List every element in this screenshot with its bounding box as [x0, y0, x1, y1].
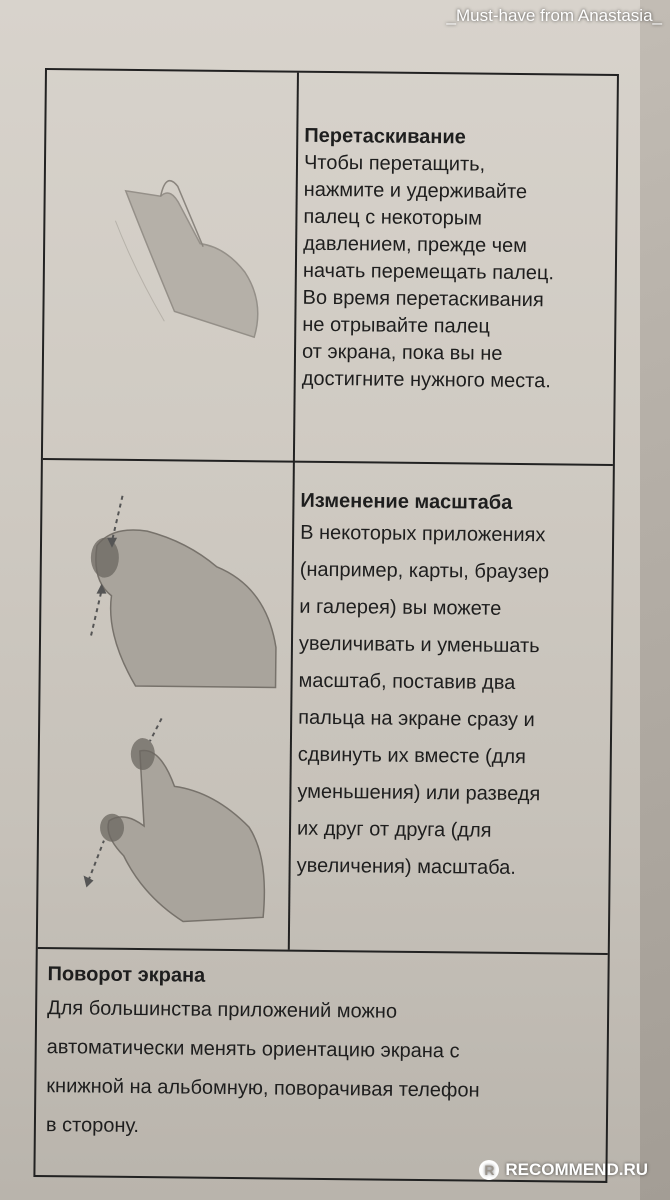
- drag-title: Перетаскивание: [304, 124, 466, 149]
- row-divider-2: [38, 947, 608, 954]
- zoom-title: Изменение масштаба: [300, 489, 513, 514]
- drag-section: [302, 123, 615, 396]
- instruction-table: [33, 68, 619, 1183]
- spread-gesture-icon: [63, 715, 285, 937]
- rotate-title: Поворот экрана: [47, 963, 206, 987]
- row-divider-1: [43, 458, 613, 465]
- watermark-top: _Must-have from Anastasia_: [446, 6, 662, 25]
- drag-body: Чтобы перетащить, нажмите и удерживайте палец с некоторым давлением, прежде чем начать перемещать палец. Во время перетаскивания не отрывайте палец от экрана, пока вы не достигните нужного места.: [301, 151, 555, 393]
- watermark-bottom: [479, 1160, 648, 1180]
- rotate-section: [46, 960, 598, 1151]
- zoom-section: [296, 488, 610, 888]
- drag-gesture-icon: [104, 161, 276, 363]
- zoom-body: В некоторых приложениях (например, карты, браузер и галерея) вы можете увеличивать и уменьшать масштаб, поставив два пальца на экране сразу и сдвинуть их вместе (для уменьшения) или разведя их друг от друга (для увеличения) масштаба.: [296, 521, 550, 879]
- rotate-body: Для большинства приложений можно автоматически менять ориентацию экрана с книжной на альбомную, поворачивая телефон в сторону.: [45, 997, 480, 1138]
- recommend-logo-icon: R: [479, 1160, 499, 1180]
- watermark-bottom-text: RECOMMEND.RU: [505, 1160, 648, 1179]
- pinch-gesture-icon: [65, 485, 287, 697]
